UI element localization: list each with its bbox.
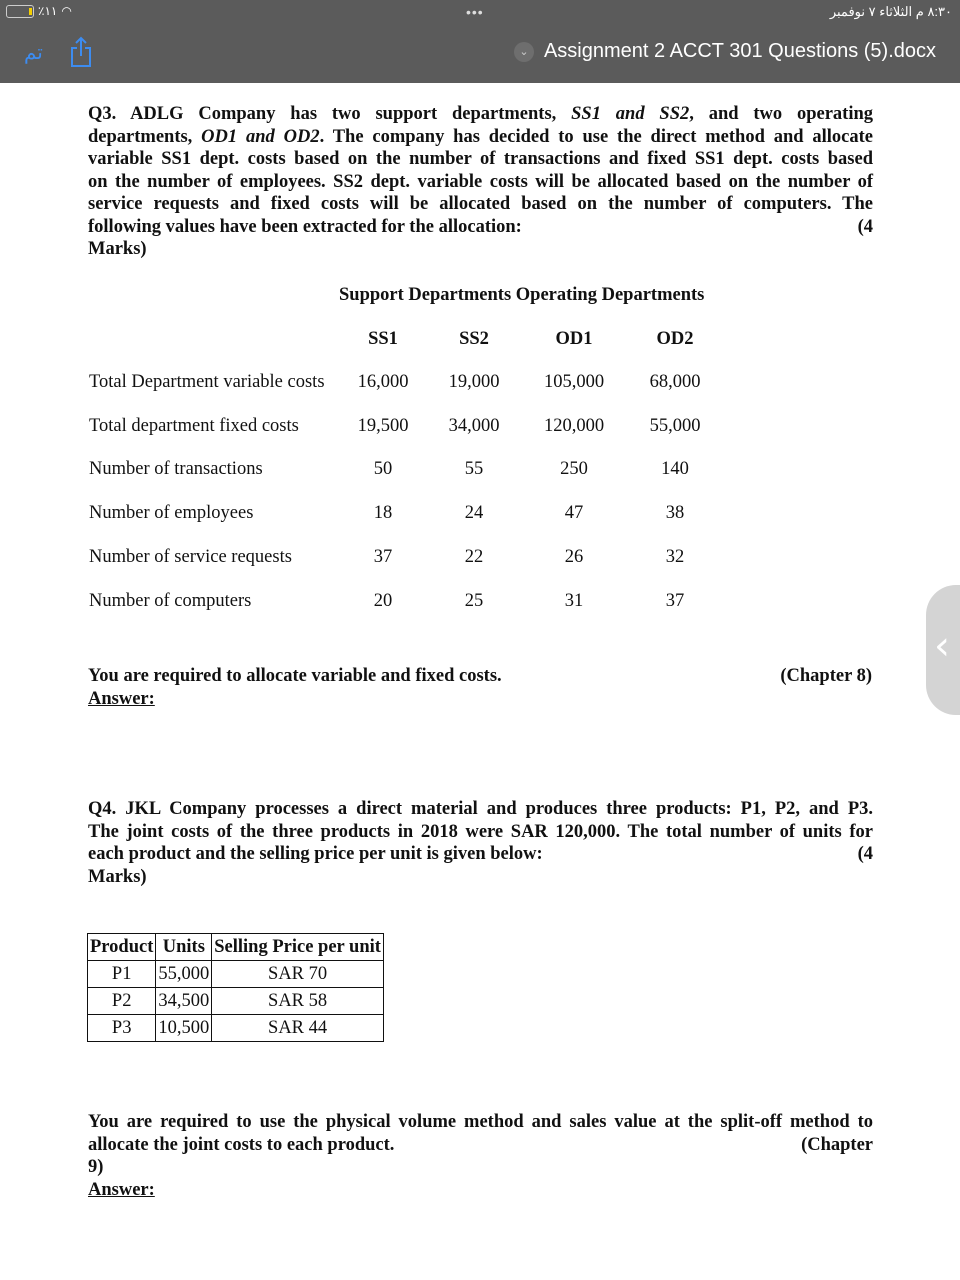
cell: 20 [373,590,393,611]
text: on the number of employees. SS2 dept. variable costs will be allocated based on the number of [88,171,873,192]
text: variable SS1 dept. costs based on the number of transactions and fixed SS1 dept. costs based [88,149,873,169]
text: 9) [88,1157,104,1177]
text: Marks) [88,239,147,259]
cell: 47 [564,503,584,524]
cell: 22 [464,546,484,567]
cell: 50 [373,459,393,480]
cell: 55 [464,459,484,480]
cell: SAR 70 [212,961,384,988]
cell: 140 [661,459,689,480]
cell: SAR 58 [212,988,384,1015]
q4-answer-label: Answer: [88,1179,155,1200]
cell: 19,500 [357,415,409,436]
row-label: Number of transactions [89,459,263,480]
cell: 55,000 [156,961,212,988]
column-header: OD1 [555,329,593,349]
products-table [87,933,384,1042]
text: OD1 and OD2 [201,126,320,147]
q3-answer-label: Answer: [88,689,155,709]
row-label: Number of employees [89,503,254,524]
chevron-down-icon: ⌄ [514,42,534,62]
cell: 18 [373,503,393,524]
cell: 34,500 [156,988,212,1015]
cell: 68,000 [649,372,701,392]
battery-icon [6,5,34,18]
text: The joint costs of the three products in 2018 were SAR 120,000. The total number of units for [88,821,873,842]
cell: 16,000 [357,372,409,392]
cell: 250 [560,459,588,480]
table-row [88,1015,384,1042]
document-title-button[interactable] [514,40,936,63]
done-button[interactable]: تم [24,42,43,64]
table-row [88,988,384,1015]
header-units: Units [156,934,212,961]
cell: SAR 44 [212,1015,384,1042]
text: departments, [88,126,202,147]
text: SS1 and SS2 [571,104,690,124]
table-row [88,961,384,988]
cell: 37 [665,590,685,611]
cell: 120,000 [543,415,605,436]
text: . The company has decided to use the direct method and allocate [319,126,874,147]
text: following values have been extracted for the allocation: [88,216,522,237]
text: You are required to use the physical volume method and sales value at the split-off method to [88,1112,873,1132]
q3-required: You are required to allocate variable and fixed costs. [88,666,502,686]
q3-chapter: (Chapter 8) [780,666,872,686]
column-header: OD2 [656,329,694,349]
cell: 55,000 [649,415,701,436]
chevron-left-icon: ‹ [934,623,950,669]
text: Marks) [88,866,147,887]
cell: 105,000 [543,372,605,392]
text: service requests and fixed costs will be allocated based on the number of computers. The [88,194,873,214]
share-icon[interactable] [68,36,94,68]
text: (Chapter [801,1134,873,1155]
cell: 37 [373,546,393,567]
text: (4 [857,844,873,864]
battery-level: ٪١١ [38,4,58,18]
status-left [6,4,72,18]
text: allocate the joint costs to each product. [88,1134,395,1155]
row-label: Total Department variable costs [89,372,325,392]
cell: 38 [665,503,685,524]
header-product: Product [88,934,156,961]
cell: P3 [88,1015,156,1042]
side-panel-handle[interactable] [926,585,960,715]
cell: 31 [564,590,584,611]
text: each product and the selling price per unit is given below: [88,844,543,864]
multitask-dots[interactable]: ••• [466,4,484,20]
top-bar [0,0,960,83]
cell: 32 [665,546,685,567]
cell: 25 [464,590,484,611]
cell: 19,000 [448,372,500,392]
q4-required [88,1111,873,1201]
status-time-date: ٨:٣٠ م الثلاثاء ٧ نوفمبر [829,4,952,19]
document-title: Assignment 2 ACCT 301 Questions (5).docx [543,40,936,62]
q4-paragraph [88,798,873,888]
text: Q4. JKL Company processes a direct material and produces three products: P1, P2, and P3. [88,799,873,819]
q3-paragraph [88,103,873,261]
cell: 26 [564,546,584,567]
row-label: Number of computers [89,590,252,611]
text: , and two operating [689,104,874,124]
cell: P1 [88,961,156,988]
row-label: Number of service requests [89,546,292,567]
group-header: Support Departments Operating Departments [339,285,705,305]
column-header: SS1 [368,329,398,349]
text: Q3. ADLG Company has two support departments, [88,104,572,124]
column-header: SS2 [459,329,489,349]
text: (4 [857,216,873,237]
header-price: Selling Price per unit [212,934,384,961]
wifi-icon: ◠ [61,4,72,18]
cell: 34,000 [448,415,500,436]
cell: 10,500 [156,1015,212,1042]
row-label: Total department fixed costs [89,415,299,436]
cell: P2 [88,988,156,1015]
cell: 24 [464,503,484,524]
